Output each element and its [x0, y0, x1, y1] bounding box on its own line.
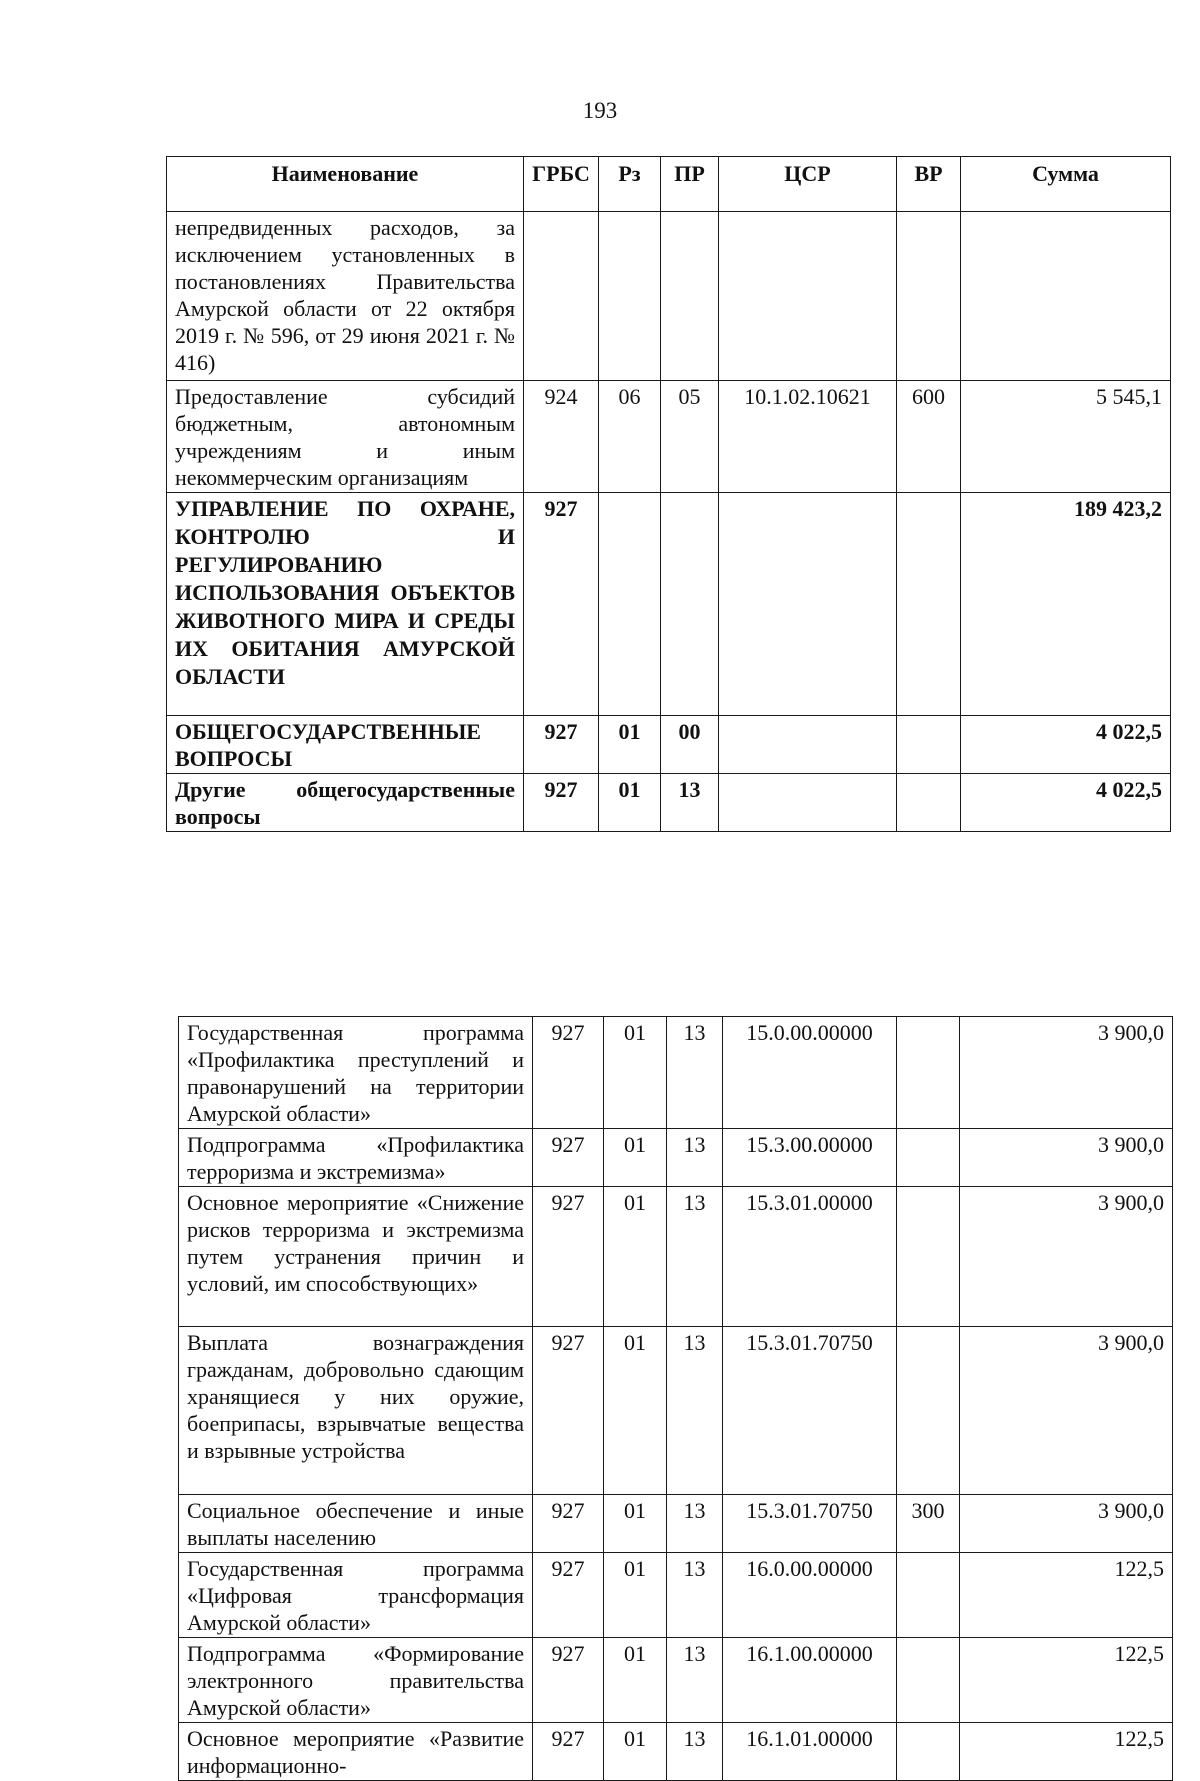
row-pr [661, 212, 719, 381]
row-sum: 3 900,0 [960, 1129, 1173, 1187]
page-number: 193 [582, 98, 618, 123]
table-row [179, 1638, 1173, 1723]
row-vr [897, 1187, 960, 1327]
row-csr [719, 493, 897, 716]
row-vr [897, 774, 961, 832]
row-sum: 122,5 [960, 1638, 1173, 1723]
row-grbs: 927 [533, 1129, 604, 1187]
table-row [179, 1327, 1173, 1495]
row-name: ОБЩЕГОСУДАРСТВЕННЫЕ ВОПРОСЫ [167, 716, 524, 774]
column-header-pr: ПР [661, 157, 719, 212]
row-name: Основное мероприятие «Развитие информационно- [179, 1723, 533, 1781]
budget-table-continued [178, 1016, 1173, 1781]
row-rz [599, 212, 661, 381]
row-rz: 01 [599, 716, 661, 774]
table-row [179, 1187, 1173, 1327]
row-vr [897, 1017, 960, 1129]
row-grbs: 927 [533, 1723, 604, 1781]
row-sum: 189 423,2 [961, 493, 1171, 716]
row-name: Государственная программа «Цифровая трансформация Амурской области» [179, 1553, 533, 1638]
row-pr [661, 493, 719, 716]
row-csr [719, 212, 897, 381]
table-row [179, 1723, 1173, 1781]
table-row [179, 1553, 1173, 1638]
row-name: УПРАВЛЕНИЕ ПО ОХРАНЕ, КОНТРОЛЮ И РЕГУЛИРОВАНИЮ ИСПОЛЬЗОВАНИЯ ОБЪЕКТОВ ЖИВОТНОГО МИРА И СРЕДЫ ИХ ОБИТАНИЯ АМУРСКОЙ ОБЛАСТИ [167, 493, 524, 716]
column-header-vr: ВР [897, 157, 961, 212]
row-csr [719, 716, 897, 774]
row-rz: 01 [604, 1129, 667, 1187]
row-grbs: 927 [524, 493, 599, 716]
row-rz: 01 [599, 774, 661, 832]
row-name: Другие общегосударственные вопросы [167, 774, 524, 832]
row-sum: 4 022,5 [961, 716, 1171, 774]
table-row [167, 774, 1171, 832]
row-name: непредвиденных расходов, за исключением установленных в постановлениях Правительства Амурской области от 22 октября 2019 г. № 596, от 29 июня 2021 г. № 416) [167, 212, 524, 381]
column-header-name: Наименование [167, 157, 524, 212]
row-name: Государственная программа «Профилактика преступлений и правонарушений на территории Амурской области» [179, 1017, 533, 1129]
row-vr [897, 716, 961, 774]
table-row [167, 381, 1171, 493]
row-pr: 13 [667, 1327, 723, 1495]
row-csr: 15.3.01.70750 [723, 1327, 897, 1495]
row-vr: 600 [897, 381, 961, 493]
row-csr: 15.3.01.70750 [723, 1495, 897, 1553]
row-vr: 300 [897, 1495, 960, 1553]
row-grbs: 927 [533, 1638, 604, 1723]
row-rz: 01 [604, 1017, 667, 1129]
table-row [179, 1017, 1173, 1129]
table-row [167, 716, 1171, 774]
row-pr: 05 [661, 381, 719, 493]
row-sum: 3 900,0 [960, 1495, 1173, 1553]
row-pr: 13 [667, 1129, 723, 1187]
row-csr: 10.1.02.10621 [719, 381, 897, 493]
row-grbs: 927 [533, 1553, 604, 1638]
table-header-row [167, 157, 1171, 212]
row-csr: 16.1.00.00000 [723, 1638, 897, 1723]
row-grbs: 927 [533, 1017, 604, 1129]
row-vr [897, 212, 961, 381]
row-sum: 122,5 [960, 1553, 1173, 1638]
row-rz: 06 [599, 381, 661, 493]
table-row [179, 1495, 1173, 1553]
row-csr [719, 774, 897, 832]
row-pr: 13 [667, 1723, 723, 1781]
row-csr: 15.3.01.00000 [723, 1187, 897, 1327]
row-pr: 13 [661, 774, 719, 832]
row-grbs: 927 [524, 774, 599, 832]
row-vr [897, 493, 961, 716]
table-row [179, 1129, 1173, 1187]
row-vr [897, 1129, 960, 1187]
row-name: Подпрограмма «Профилактика терроризма и экстремизма» [179, 1129, 533, 1187]
row-grbs: 927 [533, 1495, 604, 1553]
row-name: Социальное обеспечение и иные выплаты населению [179, 1495, 533, 1553]
row-sum [961, 212, 1171, 381]
row-name: Основное мероприятие «Снижение рисков терроризма и экстремизма путем устранения причин и условий, им способствующих» [179, 1187, 533, 1327]
row-vr [897, 1327, 960, 1495]
row-rz [599, 493, 661, 716]
row-sum: 3 900,0 [960, 1017, 1173, 1129]
row-rz: 01 [604, 1495, 667, 1553]
row-vr [897, 1723, 960, 1781]
column-header-sum: Сумма [961, 157, 1171, 212]
row-pr: 13 [667, 1187, 723, 1327]
row-name: Предоставление субсидий бюджетным, автономным учреждениям и иным некоммерческим организациям [167, 381, 524, 493]
row-rz: 01 [604, 1187, 667, 1327]
row-pr: 13 [667, 1495, 723, 1553]
row-sum: 5 545,1 [961, 381, 1171, 493]
row-name: Выплата вознаграждения гражданам, добровольно сдающим хранящиеся у них оружие, боеприпасы, взрывчатые вещества и взрывные устройства [179, 1327, 533, 1495]
row-csr: 16.1.01.00000 [723, 1723, 897, 1781]
row-grbs: 927 [524, 716, 599, 774]
row-csr: 15.3.00.00000 [723, 1129, 897, 1187]
row-sum: 3 900,0 [960, 1327, 1173, 1495]
column-header-grbs: ГРБС [524, 157, 599, 212]
table-row [167, 212, 1171, 381]
row-rz: 01 [604, 1638, 667, 1723]
row-csr: 16.0.00.00000 [723, 1553, 897, 1638]
table-row [167, 493, 1171, 716]
row-grbs: 927 [533, 1187, 604, 1327]
row-pr: 13 [667, 1638, 723, 1723]
row-rz: 01 [604, 1723, 667, 1781]
row-grbs: 924 [524, 381, 599, 493]
row-grbs [524, 212, 599, 381]
budget-table [166, 156, 1171, 832]
row-pr: 13 [667, 1017, 723, 1129]
row-pr: 00 [661, 716, 719, 774]
row-sum: 122,5 [960, 1723, 1173, 1781]
column-header-csr: ЦСР [719, 157, 897, 212]
row-sum: 3 900,0 [960, 1187, 1173, 1327]
row-vr [897, 1638, 960, 1723]
row-rz: 01 [604, 1327, 667, 1495]
row-csr: 15.0.00.00000 [723, 1017, 897, 1129]
row-name: Подпрограмма «Формирование электронного правительства Амурской области» [179, 1638, 533, 1723]
row-vr [897, 1553, 960, 1638]
row-pr: 13 [667, 1553, 723, 1638]
row-sum: 4 022,5 [961, 774, 1171, 832]
column-header-rz: Рз [599, 157, 661, 212]
row-grbs: 927 [533, 1327, 604, 1495]
row-rz: 01 [604, 1553, 667, 1638]
